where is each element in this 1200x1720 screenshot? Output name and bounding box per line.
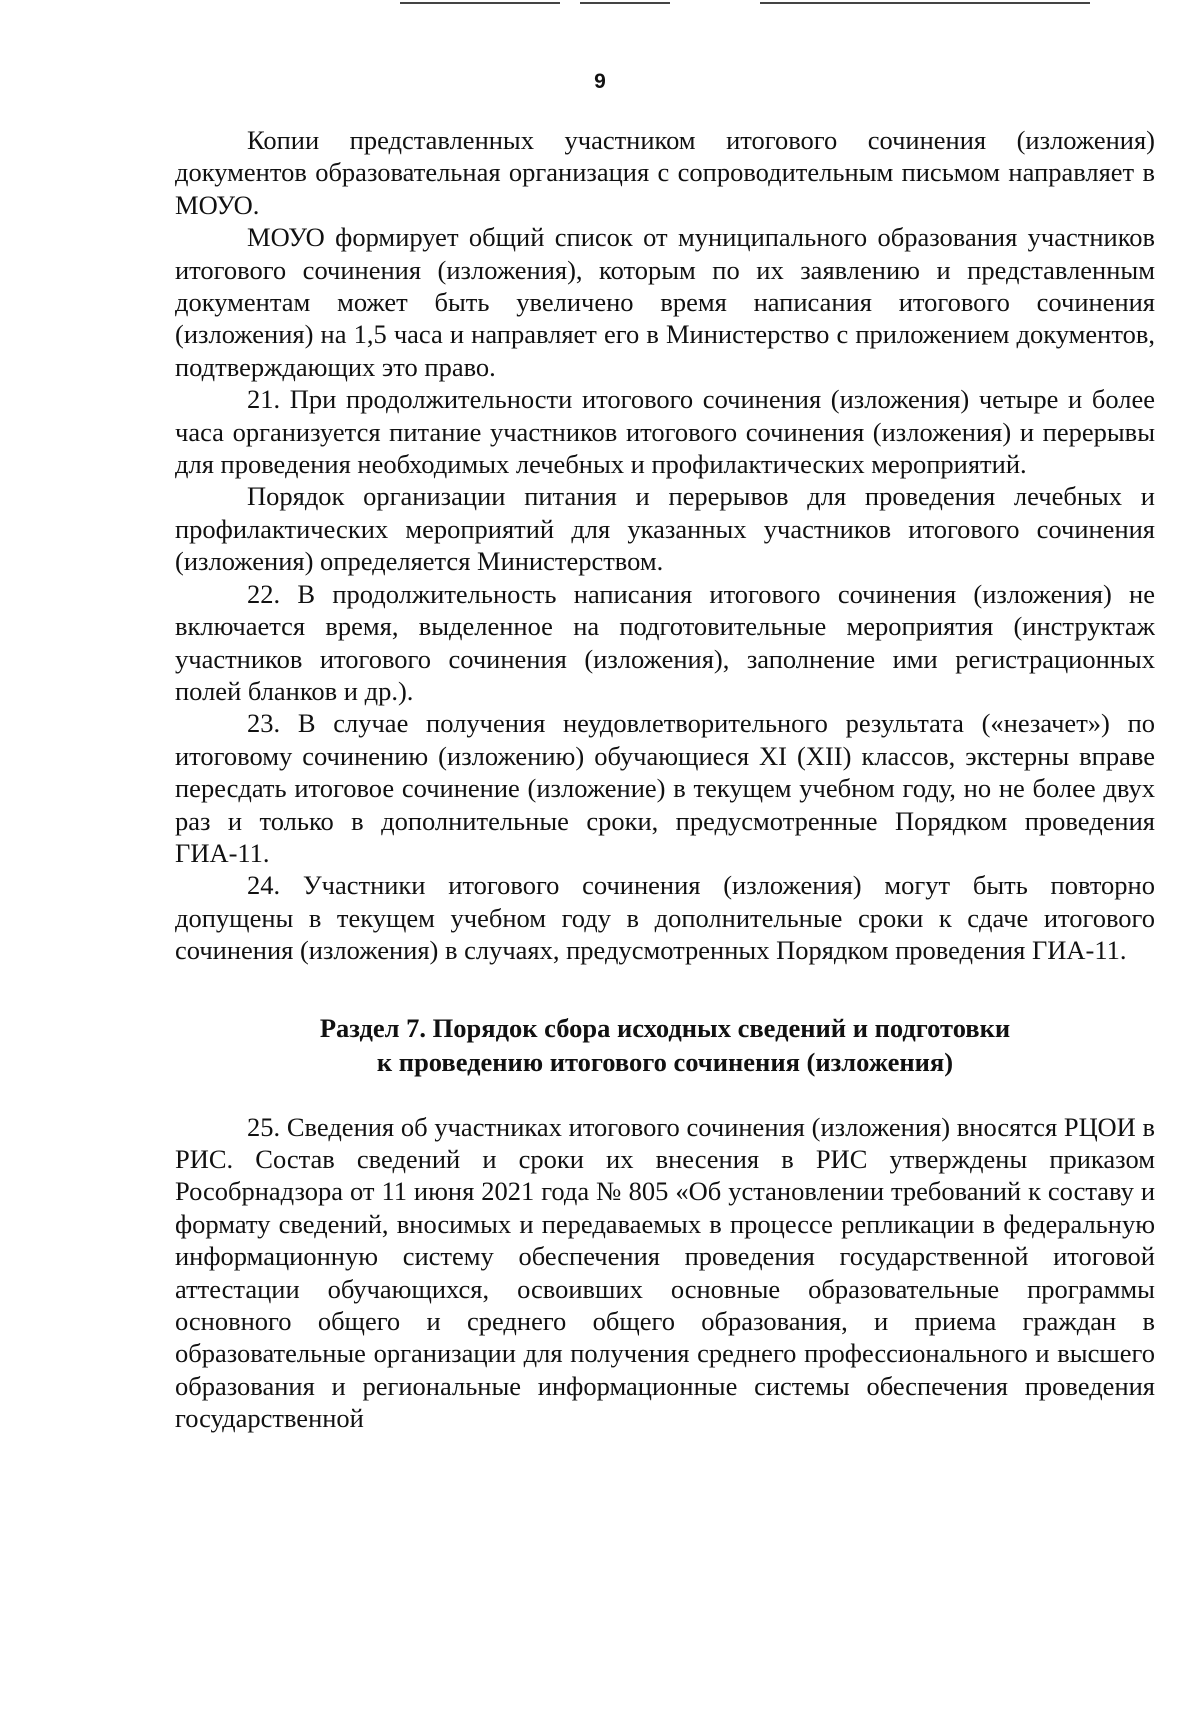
scan-artifact-line bbox=[400, 2, 560, 4]
page-number: 9 bbox=[594, 70, 606, 93]
scan-artifact-top bbox=[0, 0, 1200, 10]
paragraph-item-23: 23. В случае получения неудовлетворительного результата («незачет») по итоговому сочинению (изложению) обучающиеся XI (XII) классов, экстерны вправе пересдать итоговое сочинение (изложение) в текущем учебном году, но не более двух раз и только в дополнительные сроки, предусмотренные Порядком проведения ГИА-11. bbox=[175, 708, 1155, 868]
document-body bbox=[175, 124, 1155, 1435]
paragraph-meals-order: Порядок организации питания и перерывов для проведения лечебных и профилактических мероприятий для указанных участников итогового сочинения (изложения) определяется Министерством. bbox=[175, 481, 1155, 577]
section-heading-line-2: к проведению итогового сочинения (изложения) bbox=[376, 1046, 954, 1077]
paragraph-item-24: 24. Участники итогового сочинения (изложения) могут быть повторно допущены в текущем учебном году в дополнительные сроки к сдаче итогового сочинения (изложения) в случаях, предусмотренных Порядком проведения ГИА-11. bbox=[175, 870, 1155, 966]
paragraph-item-25: 25. Сведения об участниках итогового сочинения (изложения) вносятся РЦОИ в РИС. Состав сведений и сроки их внесения в РИС утверждены приказом Рособрнадзора от 11 июня 2021 года № 805 «Об установлении требований к составу и формату сведений, вносимых и передаваемых в процессе репликации в федеральную информационную систему обеспечения проведения государственной итоговой аттестации обучающихся, освоивших основные образовательные программы основного общего и среднего общего образования, и приема граждан в образовательные организации для получения среднего профессионального и высшего образования и региональные информационные системы обеспечения проведения государственной bbox=[175, 1111, 1155, 1434]
paragraph-item-21: 21. При продолжительности итогового сочинения (изложения) четыре и более часа организуется питание участников итогового сочинения (изложения) и перерывы для проведения необходимых лечебных и профилактических мероприятий. bbox=[175, 384, 1155, 480]
scan-artifact-line bbox=[580, 2, 670, 4]
section-heading-line-1: Раздел 7. Порядок сбора исходных сведений и подготовки bbox=[319, 1012, 1011, 1043]
section-heading bbox=[175, 1011, 1155, 1079]
scan-artifact-line bbox=[760, 2, 1090, 4]
paragraph-copies-docs: Копии представленных участником итогового сочинения (изложения) документов образовательная организация с сопроводительным письмом направляет в МОУО. bbox=[175, 125, 1155, 220]
paragraph-mouo-list: МОУО формирует общий список от муниципального образования участников итогового сочинения (изложения), которым по их заявлению и представленным документам может быть увеличено время написания итогового сочинения (изложения) на 1,5 часа и направляет его в Министерство с приложением документов, подтверждающих это право. bbox=[175, 222, 1155, 382]
paragraph-item-22: 22. В продолжительность написания итогового сочинения (изложения) не включается время, выделенное на подготовительные мероприятия (инструктаж участников итогового сочинения (изложения), заполнение ими регистрационных полей бланков и др.). bbox=[175, 578, 1155, 706]
